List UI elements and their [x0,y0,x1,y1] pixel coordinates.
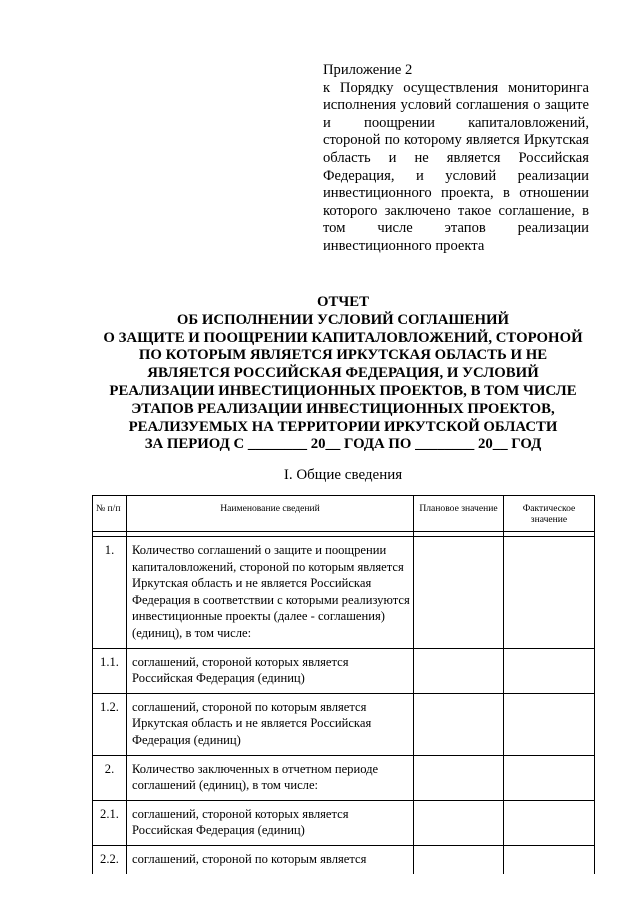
row-planned-cell[interactable] [414,693,504,755]
row-name: соглашений, стороной которых является Российская Федерация (единиц) [127,800,414,845]
section-heading: I. Общие сведения [283,467,403,483]
row-planned-cell[interactable] [414,845,504,873]
report-title-line: ОТЧЕТ [317,294,369,310]
report-title-line: О ЗАЩИТЕ И ПООЩРЕНИИ КАПИТАЛОВЛОЖЕНИЙ, СТОРОНОЙ [103,329,583,346]
row-planned-cell[interactable] [414,537,504,649]
header-num: № п/п [93,496,127,532]
table-row [93,845,595,873]
table-row [93,693,595,755]
report-title-line: РЕАЛИЗУЕМЫХ НА ТЕРРИТОРИИ ИРКУТСКОЙ ОБЛАСТИ [128,418,558,435]
row-planned-cell[interactable] [414,755,504,800]
row-num: 1.2. [93,693,127,755]
appendix-text: к Порядку осуществления мониторинга исполнения условий соглашения о защите и поощрении капиталовложений, стороной по которому является Иркутская область и не является Российская Федерация, и условий реализации инвестиционного проекта, в отношении которого заключено такое соглашение, в том числе этапов реализации инвестиционного проекта [323,79,589,254]
report-title-line: ЗА ПЕРИОД С ________ 20__ ГОДА ПО ________ 20__ ГОД [144,436,542,453]
row-name: Количество соглашений о защите и поощрении капиталовложений, стороной по которым является Иркутская область и не является Российская Федерация в соответствии с которыми реализуются инвестиционные проекты (далее - соглашения) (единиц), в том числе: [127,537,414,649]
header-name: Наименование сведений [127,496,414,532]
table-row [93,755,595,800]
row-actual-cell[interactable] [504,693,595,755]
row-num: 1.1. [93,648,127,693]
report-title-line: ОБ ИСПОЛНЕНИИ УСЛОВИЙ СОГЛАШЕНИЙ [176,311,510,328]
report-title-line: ЭТАПОВ РЕАЛИЗАЦИИ ИНВЕСТИЦИОННЫХ ПРОЕКТОВ, [131,400,555,417]
table-header-row [93,496,595,532]
row-num: 1. [93,537,127,649]
row-actual-cell[interactable] [504,648,595,693]
row-actual-cell[interactable] [504,755,595,800]
report-title-line: ПО КОТОРЫМ ЯВЛЯЕТСЯ ИРКУТСКАЯ ОБЛАСТЬ И НЕ [138,347,548,364]
appendix-title: Приложение 2 [323,62,413,78]
header-actual: Фактическое значение [504,496,595,532]
row-num: 2. [93,755,127,800]
row-actual-cell[interactable] [504,800,595,845]
table-row [93,648,595,693]
report-title [92,294,594,454]
row-actual-cell[interactable] [504,845,595,873]
general-info-table [92,495,595,874]
row-name: соглашений, стороной по которым является [127,845,414,873]
row-name: соглашений, стороной которых является Российская Федерация (единиц) [127,648,414,693]
row-actual-cell[interactable] [504,537,595,649]
row-name: соглашений, стороной по которым является Иркутская область и не является Российская Федерация (единиц) [127,693,414,755]
row-name: Количество заключенных в отчетном периоде соглашений (единиц), в том числе: [127,755,414,800]
appendix-note [323,62,589,256]
row-planned-cell[interactable] [414,648,504,693]
row-num: 2.1. [93,800,127,845]
report-title-line: РЕАЛИЗАЦИИ ИНВЕСТИЦИОННЫХ ПРОЕКТОВ, В ТОМ ЧИСЛЕ [109,382,577,399]
report-title-line: ЯВЛЯЕТСЯ РОССИЙСКАЯ ФЕДЕРАЦИЯ, И УСЛОВИЙ [147,365,539,382]
row-num: 2.2. [93,845,127,873]
table-row [93,800,595,845]
row-planned-cell[interactable] [414,800,504,845]
header-planned: Плановое значение [414,496,504,532]
table-row [93,537,595,649]
